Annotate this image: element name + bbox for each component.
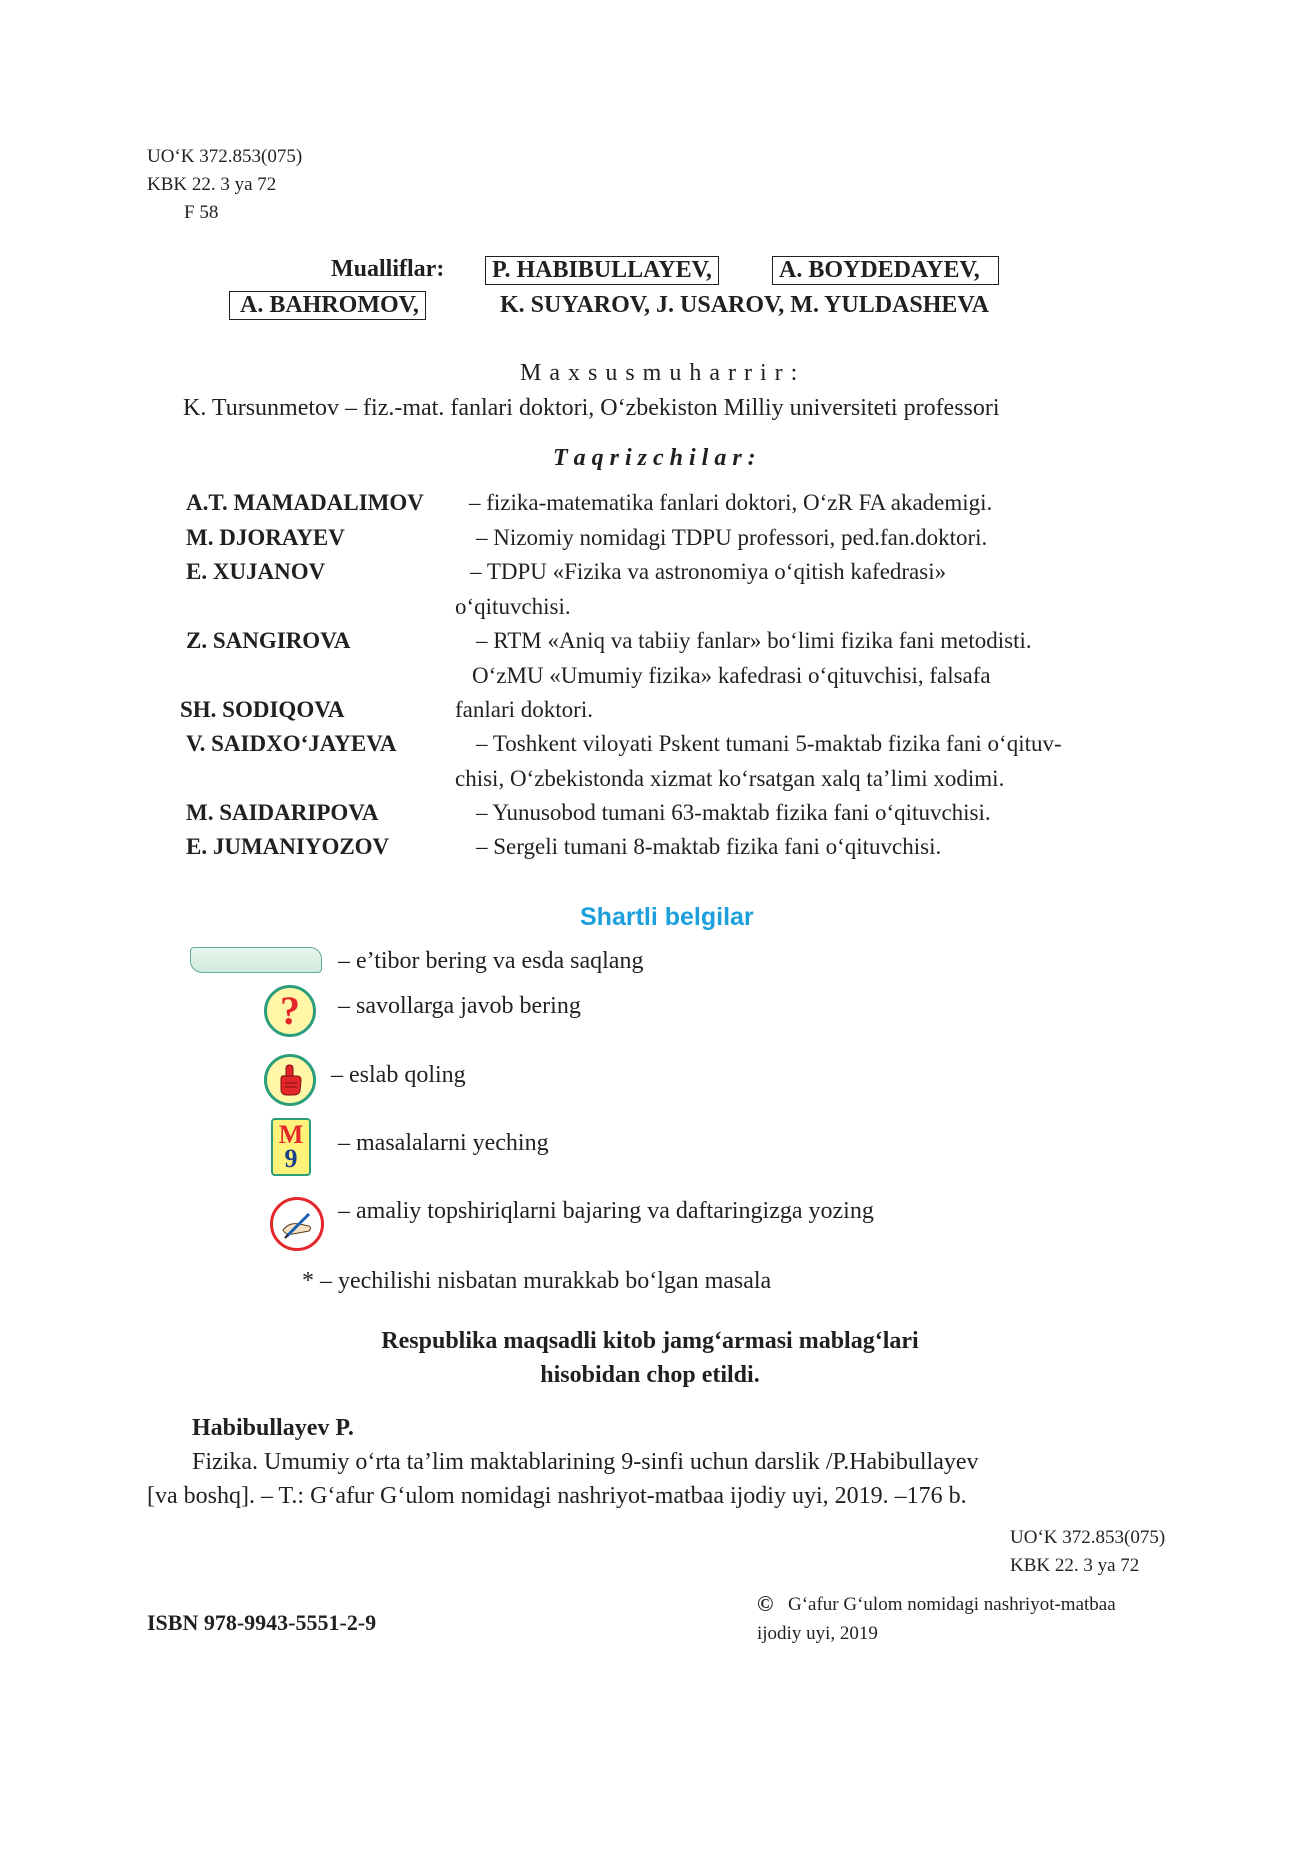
funding-line-2: hisobidan chop etildi. <box>540 1362 760 1388</box>
author-code: F 58 <box>184 202 219 223</box>
reviewer-desc: – RTM «Aniq va tabiiy fanlar» bo‘limi fizika fani metodisti. <box>476 628 1032 653</box>
authors-label: Mualliflar: <box>331 256 445 282</box>
reviewer-name: E. XUJANOV <box>186 559 326 584</box>
hand-drawing <box>275 1063 305 1097</box>
legend-text: – e’tibor bering va esda saqlang <box>338 948 644 974</box>
funding-line-1: Respublika maqsadli kitob jamg‘armasi mablag‘lari <box>381 1328 919 1354</box>
reviewer-desc: – Toshkent viloyati Pskent tumani 5-maktab fizika fani o‘qituv- <box>476 731 1062 756</box>
reviewer-desc-cont: o‘qituvchisi. <box>455 594 571 619</box>
editor-heading: M a x s u s m u h a r r i r : <box>520 360 799 386</box>
m9-number: 9 <box>284 1144 298 1173</box>
question-symbol: ? <box>280 988 300 1033</box>
m9-letter: M <box>278 1120 304 1149</box>
pen-hand-drawing <box>279 1208 315 1240</box>
reviewer-name: E. JUMANIYOZOV <box>186 834 390 859</box>
udc-code: UO‘K 372.853(075) <box>147 146 303 167</box>
copyright-line-2: ijodiy uyi, 2019 <box>757 1623 878 1644</box>
legend-text: – savollarga javob bering <box>338 993 581 1019</box>
reviewer-desc: – TDPU «Fizika va astronomiya o‘qitish kafedrasi» <box>470 559 947 584</box>
reviewer-desc-cont: chisi, O‘zbekistonda xizmat ko‘rsatgan xalq ta’limi xodimi. <box>455 766 1005 791</box>
highlight-bar-icon <box>190 947 322 973</box>
reviewer-desc: – Sergeli tumani 8-maktab fizika fani o‘qituvchisi. <box>476 834 942 859</box>
reviewer-desc: O‘zMU «Umumiy fizika» kafedrasi o‘qituvchisi, falsafa <box>472 663 991 688</box>
reviewer-name: V. SAIDXO‘JAYEVA <box>186 731 397 756</box>
legend-text: * – yechilishi nisbatan murakkab bo‘lgan masala <box>302 1268 772 1294</box>
bib-author: Habibullayev P. <box>192 1415 354 1441</box>
reviewer-name: A.T. MAMADALIMOV <box>186 490 424 515</box>
reviewer-name: M. SAIDARIPOVA <box>186 800 379 825</box>
footer-bbk: KBK 22. 3 ya 72 <box>1010 1555 1140 1576</box>
bib-line-2: [va boshq]. – T.: G‘afur G‘ulom nomidagi nashriyot-matbaa ijodiy uyi, 2019. –176 b. <box>147 1483 967 1509</box>
legend-text: – eslab qoling <box>331 1062 466 1088</box>
reviewer-name: Z. SANGIROVA <box>186 628 351 653</box>
editor-text: K. Tursunmetov – fiz.-mat. fanlari doktori, O‘zbekiston Milliy universiteti professori <box>183 395 1000 421</box>
copyright-line-1: G‘afur G‘ulom nomidagi nashriyot-matbaa <box>788 1594 1116 1615</box>
author-boxed-3: A. BAHROMOV, <box>229 291 426 320</box>
reviewer-name: SH. SODIQOVA <box>180 697 345 722</box>
reviewer-desc-cont: fanlari doktori. <box>455 697 593 722</box>
author-boxed-1: P. HABIBULLAYEV, <box>485 256 719 285</box>
reviewer-desc: – Yunusobod tumani 63-maktab fizika fani o‘qituvchisi. <box>476 800 991 825</box>
copyright-icon: © <box>757 1591 774 1616</box>
author-boxed-2: A. BOYDEDAYEV, <box>772 256 999 285</box>
reviewer-desc: – Nizomiy nomidagi TDPU professori, ped.fan.doktori. <box>476 525 988 550</box>
authors-others: K. SUYAROV, J. USAROV, M. YULDASHEVA <box>500 292 989 318</box>
m9-problem-icon <box>271 1118 311 1176</box>
footer-udc: UO‘K 372.853(075) <box>1010 1527 1166 1548</box>
raised-finger-icon <box>264 1054 316 1106</box>
reviewer-desc: – fizika-matematika fanlari doktori, O‘zR FA akademigi. <box>469 490 993 515</box>
reviewer-name: M. DJORAYEV <box>186 525 345 550</box>
bbk-code: KBK 22. 3 ya 72 <box>147 174 277 195</box>
question-mark-icon <box>264 985 316 1037</box>
legend-text: – masalalarni yeching <box>338 1130 549 1156</box>
pen-writing-icon <box>270 1197 324 1251</box>
bib-line-1: Fizika. Umumiy o‘rta ta’lim maktablarining 9-sinfi uchun darslik /P.Habibullayev <box>192 1449 979 1475</box>
reviewers-heading: T a q r i z c h i l a r : <box>553 445 756 471</box>
legend-title: Shartli belgilar <box>580 903 754 931</box>
isbn: ISBN 978-9943-5551-2-9 <box>147 1610 377 1635</box>
legend-text: – amaliy topshiriqlarni bajaring va daftaringizga yozing <box>338 1198 874 1224</box>
